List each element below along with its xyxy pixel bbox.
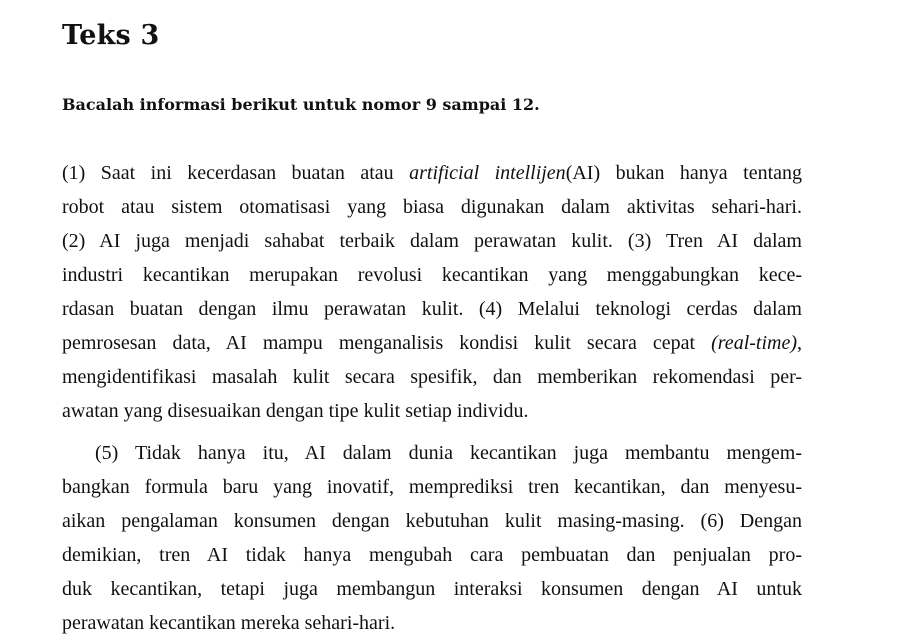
text-line: bangkan formula baru yang inovatif, memprediksi tren kecantikan, dan menyesu- [62,476,802,498]
instruction-text: Bacalah informasi berikut untuk nomor 9 sampai 12. [62,95,540,114]
passage-body [62,156,802,640]
italic-term: (real-time) [711,332,797,354]
text-segment: , [797,332,802,354]
text-line [62,156,802,190]
text-segment: pemrosesan data, AI mampu menganalisis kondisi kulit secara cepat [62,332,712,354]
text-line: (2) AI juga menjadi sahabat terbaik dalam perawatan kulit. (3) Tren AI dalam [62,230,802,252]
text-line: perawatan kecantikan mereka sehari-hari. [62,612,396,634]
paragraph-gap [62,428,802,436]
text-line: industri kecantikan merupakan revolusi kecantikan yang menggabungkan kece- [62,264,802,286]
text-line: awatan yang disesuaikan dengan tipe kulit setiap individu. [62,400,529,422]
text-line: duk kecantikan, tetapi juga membangun interaksi konsumen dengan AI untuk [62,578,802,600]
text-line: demikian, tren AI tidak hanya mengubah cara pembuatan dan penjualan pro- [62,544,802,566]
text-line [62,326,802,360]
page-title: Teks 3 [62,20,160,51]
text-line: rdasan buatan dengan ilmu perawatan kulit. (4) Melalui teknologi cerdas dalam [62,298,802,320]
text-line: robot atau sistem otomatisasi yang biasa digunakan dalam aktivitas sehari-hari. [62,196,802,218]
text-line: aikan pengalaman konsumen dengan kebutuhan kulit masing-masing. (6) Dengan [62,510,802,532]
paragraph-2 [62,436,802,640]
text-line: (5) Tidak hanya itu, AI dalam dunia kecantikan juga membantu mengem- [95,442,802,464]
paragraph-1 [62,156,802,428]
text-segment: (1) Saat ini kecerdasan buatan atau [62,162,410,184]
text-line: mengidentifikasi masalah kulit secara spesifik, dan memberikan rekomendasi per- [62,366,802,388]
text-segment: (AI) bukan hanya tentang [565,162,802,184]
italic-term: artificial intellijen [409,162,566,184]
